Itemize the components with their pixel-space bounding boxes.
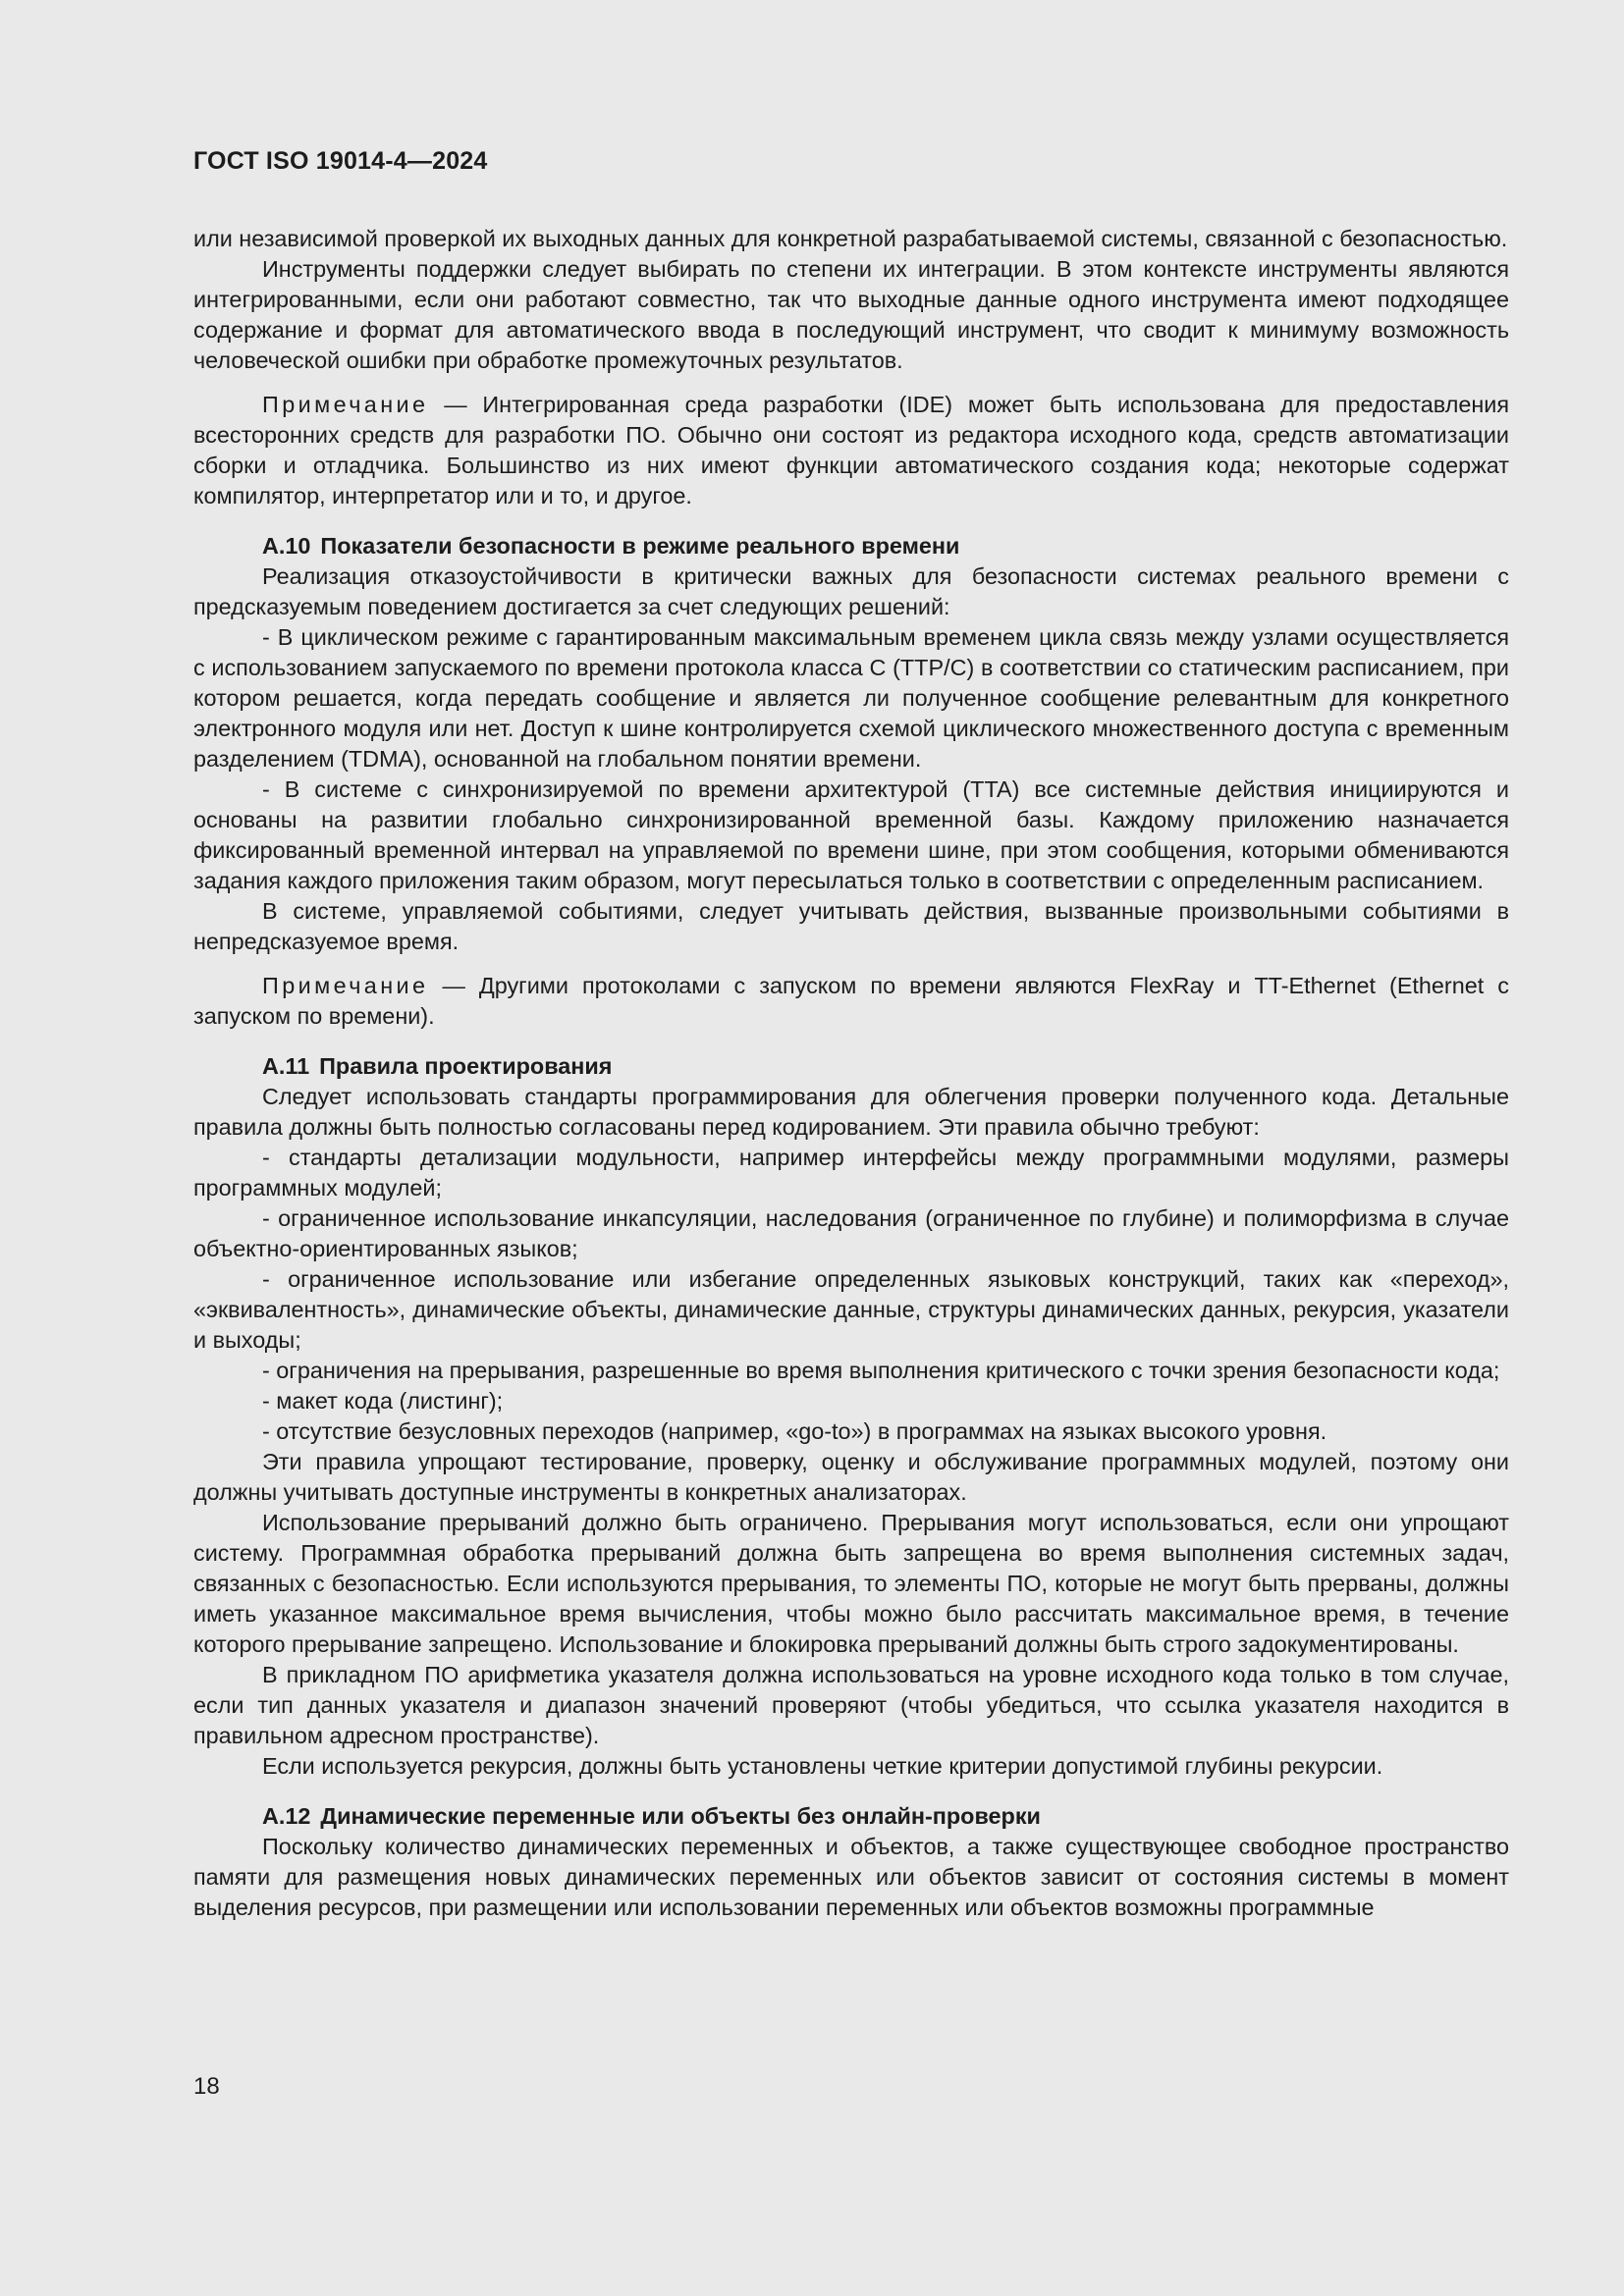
page-number: 18 xyxy=(193,2073,220,2100)
section-heading xyxy=(193,1801,1509,1832)
section-heading xyxy=(193,1051,1509,1082)
paragraph: Использование прерываний должно быть ограничено. Прерывания могут использоваться, если они упрощают систему. Программная обработка прерываний должна быть запрещена во время выполнения системных задач, связанных с безопасностью. Если используются прерывания, то элементы ПО, которые не могут быть прерваны, должны иметь указанное максимальное время вычисления, чтобы можно было рассчитать максимальное время, в течение которого прерывание запрещено. Использование и блокировка прерываний должны быть строго задокументированы. xyxy=(193,1510,1509,1657)
paragraph: Следует использовать стандарты программирования для облегчения проверки полученного кода. Детальные правила должны быть полностью согласованы перед кодированием. Эти правила обычно требуют: xyxy=(193,1084,1509,1140)
paragraph: Инструменты поддержки следует выбирать по степени их интеграции. В этом контексте инструменты являются интегрированными, если они работают совместно, так что выходные данные одного инструмента имеют подходящее содержание и формат для автоматического ввода в последующий инструмент, что сводит к минимуму возможность человеческой ошибки при обработке промежуточных результатов. xyxy=(193,256,1509,373)
section-number: А.12 xyxy=(262,1803,311,1829)
list-item: - отсутствие безусловных переходов (например, «go-to») в программах на языках высокого уровня. xyxy=(262,1418,1327,1444)
note-label: Примечание xyxy=(262,973,429,998)
section-heading xyxy=(193,531,1509,561)
document-body xyxy=(193,224,1509,1923)
section-title: Динамические переменные или объекты без онлайн-проверки xyxy=(320,1803,1041,1829)
note xyxy=(193,390,1509,511)
list-item: - В системе с синхронизируемой по времени архитектурой (TTA) все системные действия инициируются и основаны на развитии глобально синхронизированной временной базы. Каждому приложению назначается фиксированный временной интервал на управляемой по времени шине, при этом сообщения, которыми обмениваются задания каждого приложения таким образом, могут пересылаться только в соответствии с определенным расписанием. xyxy=(193,776,1509,893)
paragraph: В прикладном ПО арифметика указателя должна использоваться на уровне исходного кода только в том случае, если тип данных указателя и диапазон значений проверяют (чтобы убедиться, что ссылка указателя находится в правильном адресном пространстве). xyxy=(193,1662,1509,1748)
paragraph: Поскольку количество динамических переменных и объектов, а также существующее свободное пространство памяти для размещения новых динамических переменных или объектов зависит от состояния системы в момент выделения ресурсов, при размещении или использовании переменных или объектов возможны программные xyxy=(193,1834,1509,1920)
list-item: - В циклическом режиме с гарантированным максимальным временем цикла связь между узлами осуществляется с использованием запускаемого по времени протокола класса С (TTP/C) в соответствии со статическим расписанием, при котором решается, когда передать сообщение и является ли полученное сообщение релевантным для конкретного электронного модуля или нет. Доступ к шине контролируется схемой циклического множественного доступа с временным разделением (TDMA), основанной на глобальном понятии времени. xyxy=(193,624,1509,772)
paragraph: или независимой проверкой их выходных данных для конкретной разрабатываемой системы, связанной с безопасностью. xyxy=(193,226,1508,251)
section-number: А.10 xyxy=(262,533,311,559)
list-item: - стандарты детализации модульности, например интерфейсы между программными модулями, размеры программных модулей; xyxy=(193,1145,1509,1201)
note-text: — Другими протоколами с запуском по времени являются FlexRay и TT-Ethernet (Ethernet с запуском по времени). xyxy=(193,973,1509,1029)
section-title: Показатели безопасности в режиме реального времени xyxy=(320,533,960,559)
paragraph: В системе, управляемой событиями, следует учитывать действия, вызванные произвольными событиями в непредсказуемое время. xyxy=(193,898,1509,954)
paragraph: Если используется рекурсия, должны быть установлены четкие критерии допустимой глубины рекурсии. xyxy=(262,1753,1383,1779)
document-header: ГОСТ ISO 19014-4—2024 xyxy=(193,147,488,175)
list-item: - ограниченное использование или избегание определенных языковых конструкций, таких как «переход», «эквивалентность», динамические объекты, динамические данные, структуры динамических данных, рекурсия, указатели и выходы; xyxy=(193,1266,1509,1353)
paragraph: Реализация отказоустойчивости в критически важных для безопасности системах реального времени с предсказуемым поведением достигается за счет следующих решений: xyxy=(193,563,1509,619)
section-number: А.11 xyxy=(262,1053,310,1079)
note xyxy=(193,971,1509,1032)
section-title: Правила проектирования xyxy=(319,1053,613,1079)
note-text: — Интегрированная среда разработки (IDE) может быть использована для предоставления всесторонних средств для разработки ПО. Обычно они состоят из редактора исходного кода, средств автоматизации сборки и отладчика. Большинство из них имеют функции автоматического создания кода; некоторые содержат компилятор, интерпретатор или и то, и другое. xyxy=(193,392,1509,508)
list-item: - ограничения на прерывания, разрешенные во время выполнения критического с точки зрения безопасности кода; xyxy=(262,1358,1500,1383)
list-item: - ограниченное использование инкапсуляции, наследования (ограниченное по глубине) и полиморфизма в случае объектно-ориентированных языков; xyxy=(193,1205,1509,1261)
list-item: - макет кода (листинг); xyxy=(262,1388,504,1414)
note-label: Примечание xyxy=(262,392,429,417)
paragraph: Эти правила упрощают тестирование, проверку, оценку и обслуживание программных модулей, поэтому они должны учитывать доступные инструменты в конкретных анализаторах. xyxy=(193,1449,1509,1505)
